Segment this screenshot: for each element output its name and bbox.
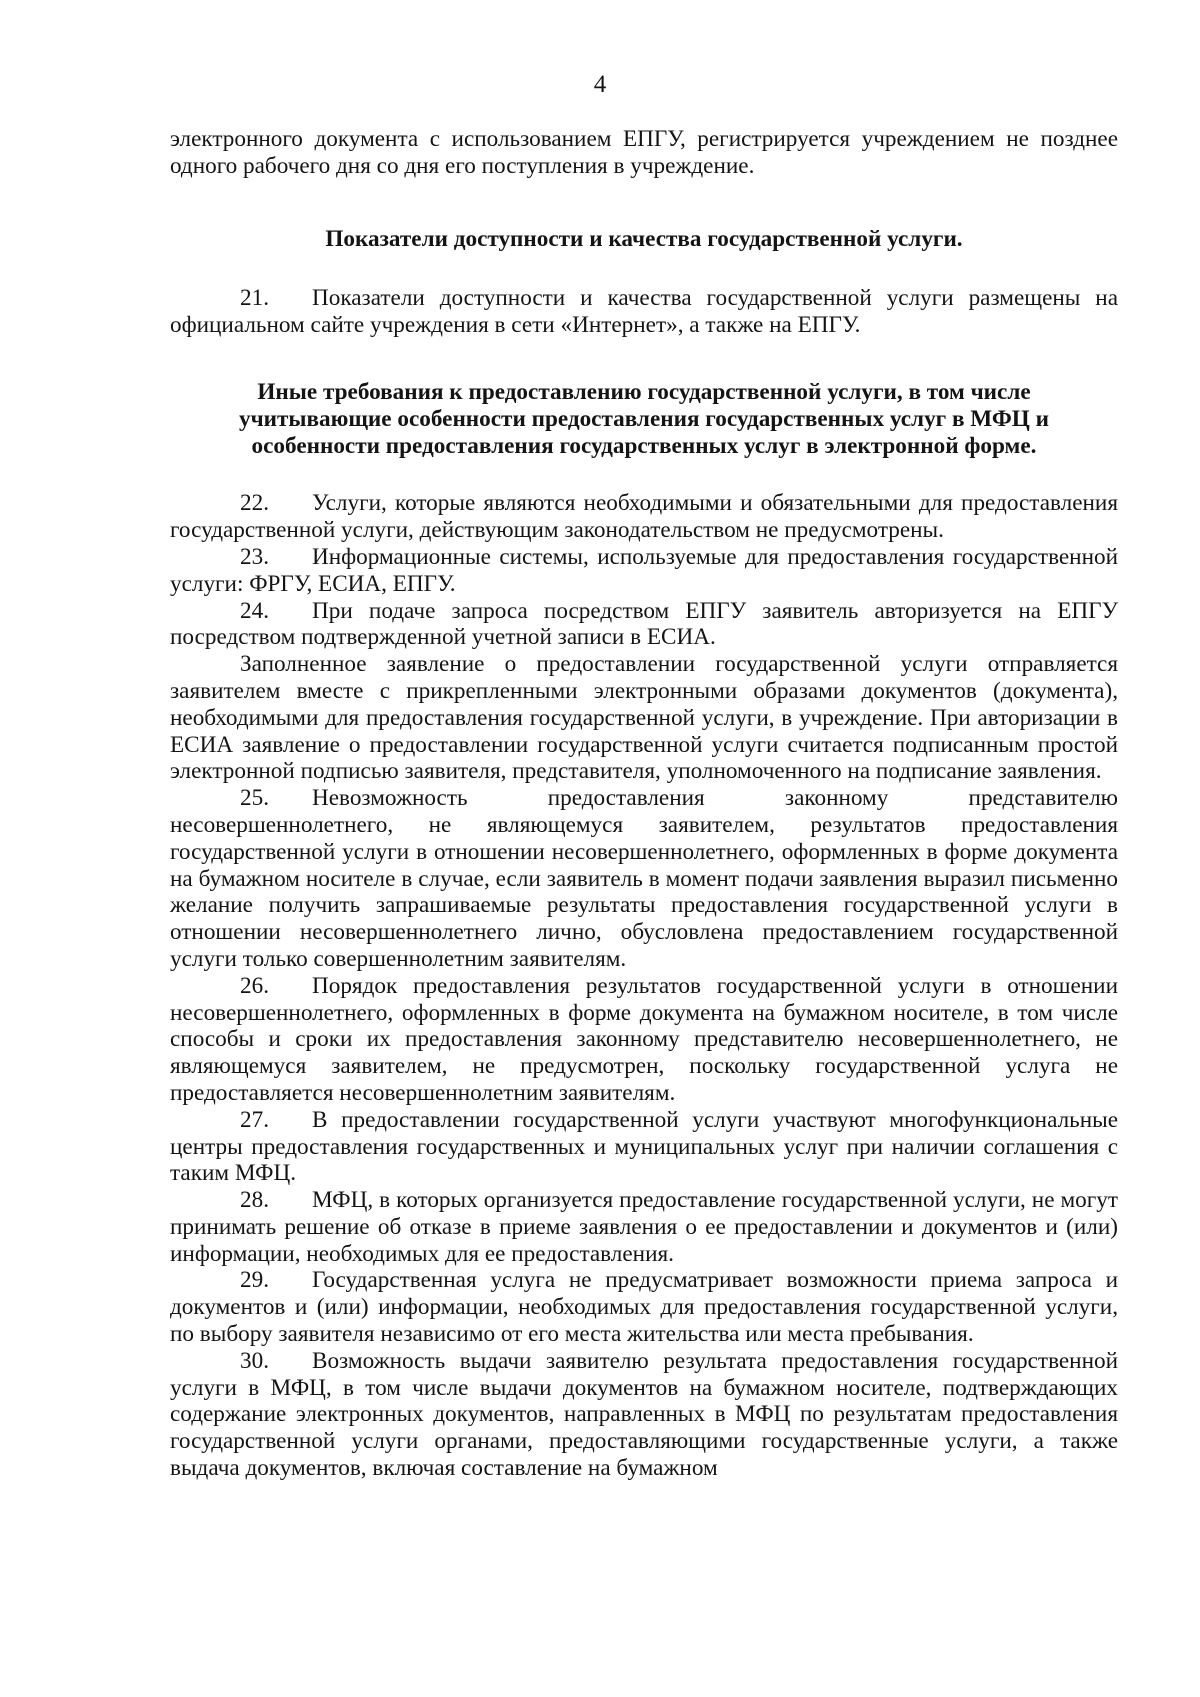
- paragraph-text: МФЦ, в которых организуется предоставление государственной услуги, не могут принимать решение об отказе в приеме заявления о ее предоставлении и документов и (или) информации, необходимых для ее предоставления.: [170, 1187, 1118, 1267]
- paragraph-28: [170, 1187, 1118, 1267]
- section-heading-other-requirements: [170, 379, 1118, 459]
- heading-line: учитывающие особенности предоставления государственных услуг в МФЦ и: [239, 405, 1049, 432]
- paragraph-30: [170, 1348, 1118, 1482]
- paragraph-number: 22.: [240, 490, 269, 517]
- paragraph-text: Услуги, которые являются необходимыми и обязательными для предоставления государственной услуги, действующим законодательством не предусмотрены.: [170, 490, 1118, 544]
- paragraph-26: [170, 973, 1118, 1107]
- intro-paragraph: электронного документа с использованием ЕПГУ, регистрируется учреждением не позднее одного рабочего дня со дня его поступления в учреждение.: [170, 126, 1118, 179]
- paragraph-24: [170, 598, 1118, 652]
- paragraph-21: [170, 285, 1118, 339]
- paragraph-29: [170, 1267, 1118, 1347]
- paragraph-23: [170, 544, 1118, 598]
- paragraph-27: [170, 1107, 1118, 1187]
- paragraph-number: 21.: [240, 285, 269, 312]
- paragraph-text: Порядок предоставления результатов государственной услуги в отношении несовершеннолетнего, оформленных в форме документа на бумажном носителе, в том числе способы и сроки их предоставления законному представителю несовершеннолетнего, не являющемуся заявителем, не предусмотрен, поскольку государственной услуга не предоставляется несовершеннолетним заявителям.: [170, 972, 1118, 1106]
- paragraph-text: Информационные системы, используемые для предоставления государственной услуги: ФРГУ, ЕСИА, ЕПГУ.: [170, 543, 1118, 597]
- paragraph-number: 27.: [240, 1106, 269, 1133]
- heading-line: особенности предоставления государственных услуг в электронной форме.: [251, 432, 1037, 459]
- paragraph-24-continuation: Заполненное заявление о предоставлении государственной услуги отправляется заявителем вместе с прикрепленными электронными образами документов (документа), необходимыми для предоставления государственной услуги, в учреждение. При авторизации в ЕСИА заявление о предоставлении государственной услуги считается подписанным простой электронной подписью заявителя, представителя, уполномоченного на подписание заявления.: [170, 651, 1118, 785]
- paragraph-number: 29.: [240, 1267, 269, 1294]
- paragraph-number: 23.: [240, 543, 269, 570]
- paragraph-text: В предоставлении государственной услуги участвуют многофункциональные центры предоставления государственных и муниципальных услуг при наличии соглашения с таким МФЦ.: [170, 1106, 1118, 1187]
- paragraph-number: 26.: [240, 972, 269, 999]
- page-number: 4: [593, 71, 607, 98]
- paragraph-text: Возможность выдачи заявителю результата предоставления государственной услуги в МФЦ, в том числе выдачи документов на бумажном носителе, подтверждающих содержание электронных документов, направленных в МФЦ по результатам предоставления государственной услуги органами, предоставляющими государственные услуги, а также выдача документов, включая составление на бумажном: [170, 1347, 1118, 1482]
- paragraph-text: Невозможность предоставления законному представителю несовершеннолетнего, не являющемуся заявителем, результатов предоставления государственной услуги в отношении несовершеннолетнего, оформленных в форме документа на бумажном носителе в случае, если заявитель в момент подачи заявления выразил письменно желание получить запрашиваемые результаты предоставления государственной услуги в отношении несовершеннолетнего лично, обусловлена предоставлением государственной услуги только совершеннолетним заявителям.: [170, 785, 1118, 972]
- paragraph-text: Государственная услуга не предусматривает возможности приема запроса и документов и (или) информации, необходимых для предоставления государственной услуги, по выбору заявителя независимо от его места жительства или места пребывания.: [170, 1267, 1118, 1348]
- paragraph-number: 25.: [240, 785, 269, 812]
- paragraph-25: [170, 785, 1118, 973]
- paragraph-22: [170, 490, 1118, 544]
- paragraph-text: При подаче запроса посредством ЕПГУ заявитель авторизуется на ЕПГУ посредством подтвержденной учетной записи в ЕСИА.: [170, 597, 1118, 651]
- paragraph-number: 30.: [240, 1347, 269, 1374]
- paragraph-number: 28.: [240, 1187, 269, 1214]
- document-body: [170, 126, 1118, 1482]
- heading-line: Иные требования к предоставлению государственной услуги, в том числе: [257, 378, 1031, 405]
- paragraph-text: Показатели доступности и качества государственной услуги размещены на официальном сайте учреждения в сети «Интернет», а также на ЕПГУ.: [170, 285, 1118, 339]
- section-heading-availability: Показатели доступности и качества государственной услуги.: [325, 225, 963, 252]
- paragraph-number: 24.: [240, 597, 269, 624]
